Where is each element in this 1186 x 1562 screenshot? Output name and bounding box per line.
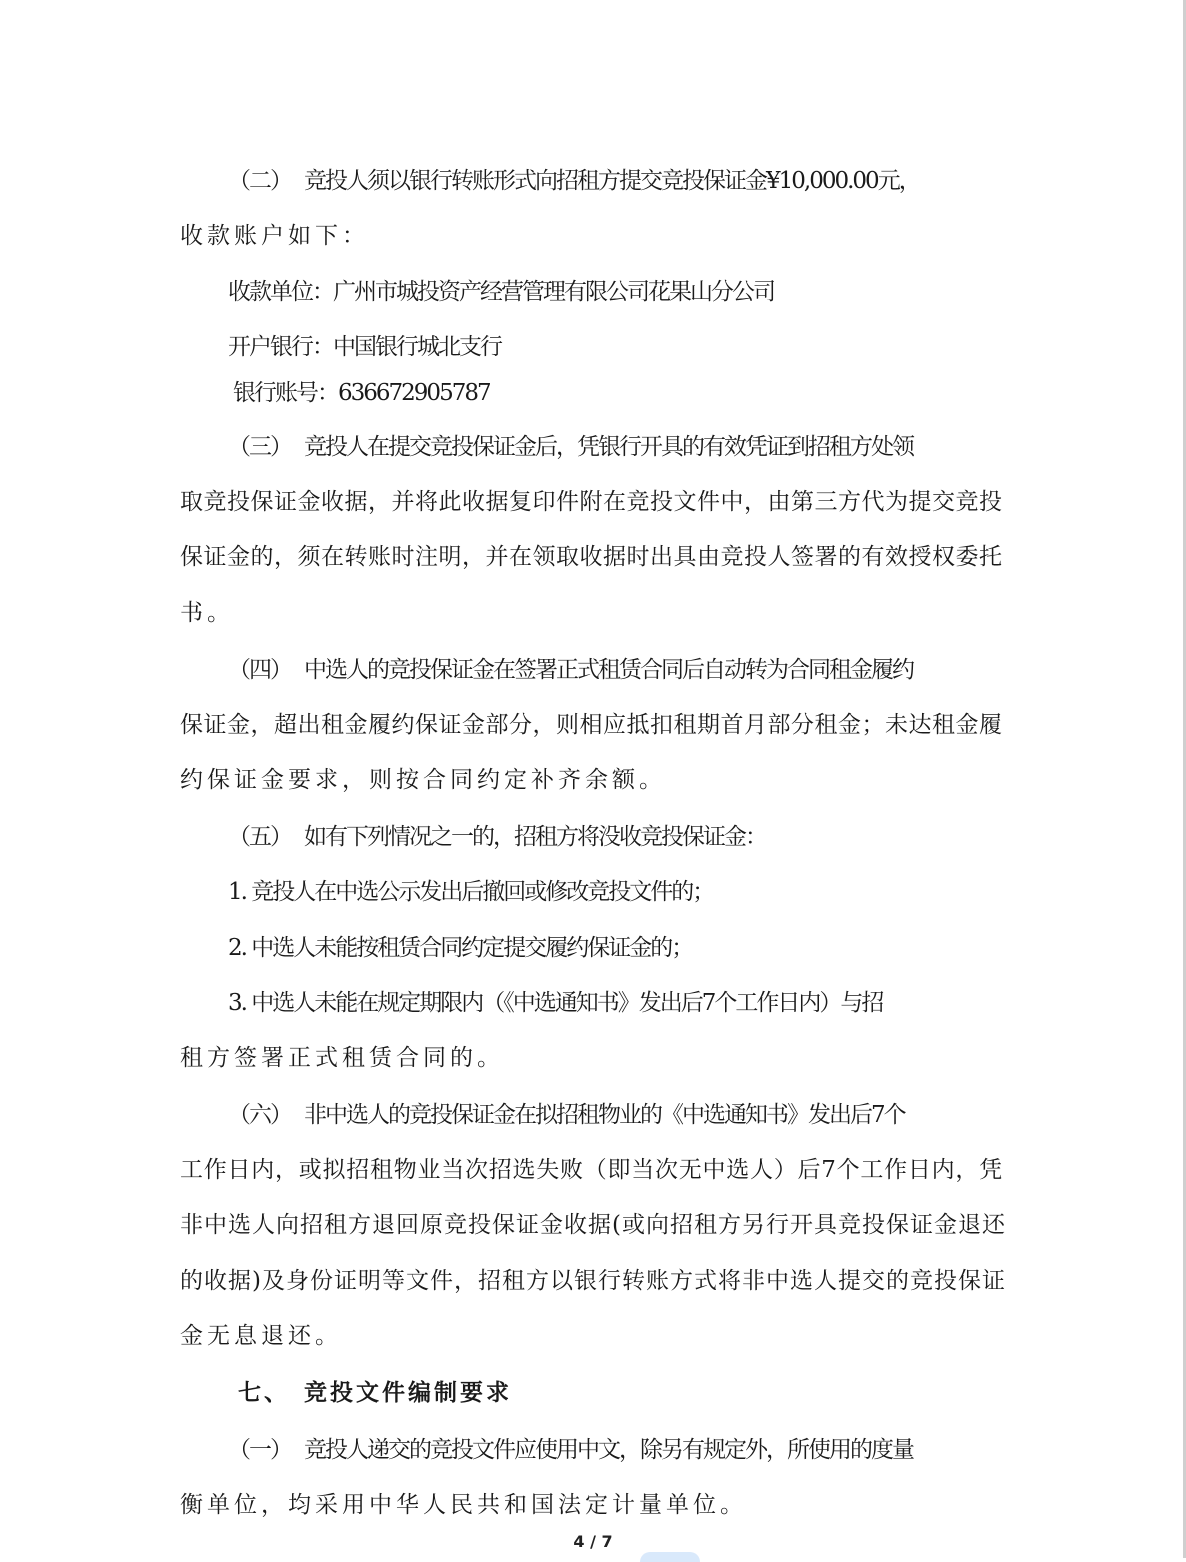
list-item-3-line-2: 租方签署正式租赁合同的。 [180, 1045, 504, 1071]
paragraph-number: （三） [228, 434, 291, 460]
paragraph-4-line-2: 保证金，超出租金履约保证金部分，则相应抵扣租期首月部分租金；未达租金履 [180, 712, 1003, 738]
paragraph-number: （六） [228, 1102, 291, 1128]
paragraph-3-line-1: （三） 竞投人在提交竞投保证金后，凭银行开具的有效凭证到招租方处领 [228, 434, 913, 460]
section-7-paragraph-1-line-2: 衡单位，均采用中华人民共和国法定计量单位。 [180, 1492, 747, 1518]
paragraph-number: （二） [228, 168, 291, 194]
list-item-1: 1. 竞投人在中选公示发出后撤回或修改竞投文件的； [228, 879, 714, 905]
paragraph-number: （四） [228, 657, 291, 683]
paragraph-6-line-4: 的收据)及身份证明等文件，招租方以银行转账方式将非中选人提交的竞投保证 [180, 1268, 1006, 1294]
payee-line: 收款单位：广州市城投资产经营管理有限公司花果山分公司 [228, 279, 774, 305]
paragraph-2-line-2: 收款账户如下： [180, 223, 369, 249]
bank-line: 开户银行：中国银行城北支行 [228, 334, 501, 360]
section-number: 七、 [238, 1380, 290, 1406]
paragraph-number: （五） [228, 824, 291, 850]
paragraph-4-line-3: 约保证金要求，则按合同约定补齐余额。 [180, 767, 666, 793]
section-7-heading [238, 1378, 512, 1408]
paragraph-2-line-1: （二） 竞投人须以银行转账形式向招租方提交竞投保证金¥10,000.00元， [228, 168, 920, 194]
paragraph-6-line-5: 金无息退还。 [180, 1323, 342, 1349]
section-title: 竞投文件编制要求 [304, 1380, 512, 1406]
paragraph-6-line-2: 工作日内，或拟招租物业当次招选失败（即当次无中选人）后7个工作日内，凭 [180, 1157, 1003, 1183]
scroll-indicator[interactable] [640, 1552, 700, 1562]
paragraph-4-line-1: （四） 中选人的竞投保证金在签署正式租赁合同后自动转为合同租金履约 [228, 657, 913, 683]
paragraph-number: （一） [228, 1437, 291, 1463]
page-number: 4 / 7 [573, 1532, 613, 1551]
paragraph-3-line-2: 取竞投保证金收据，并将此收据复印件附在竞投文件中，由第三方代为提交竞投 [180, 489, 1003, 515]
paragraph-5-line-1: （五） 如有下列情况之一的，招租方将没收竞投保证金： [228, 824, 766, 850]
paragraph-6-line-1: （六） 非中选人的竞投保证金在拟招租物业的《中选通知书》发出后7个 [228, 1102, 905, 1128]
account-line: 银行账号：636672905787 [233, 380, 490, 406]
list-item-2: 2. 中选人未能按租赁合同约定提交履约保证金的； [228, 935, 693, 961]
section-7-paragraph-1-line-1: （一） 竞投人递交的竞投文件应使用中文，除另有规定外，所使用的度量 [228, 1437, 913, 1463]
paragraph-3-line-3: 保证金的，须在转账时注明，并在领取收据时出具由竞投人签署的有效授权委托 [180, 544, 1003, 570]
list-item-3-line-1: 3. 中选人未能在规定期限内（《中选通知书》发出后7个工作日内）与招 [228, 990, 883, 1016]
paragraph-6-line-3: 非中选人向招租方退回原竞投保证金收据(或向招租方另行开具竞投保证金退还 [180, 1212, 1006, 1238]
paragraph-3-line-4: 书。 [180, 600, 234, 626]
